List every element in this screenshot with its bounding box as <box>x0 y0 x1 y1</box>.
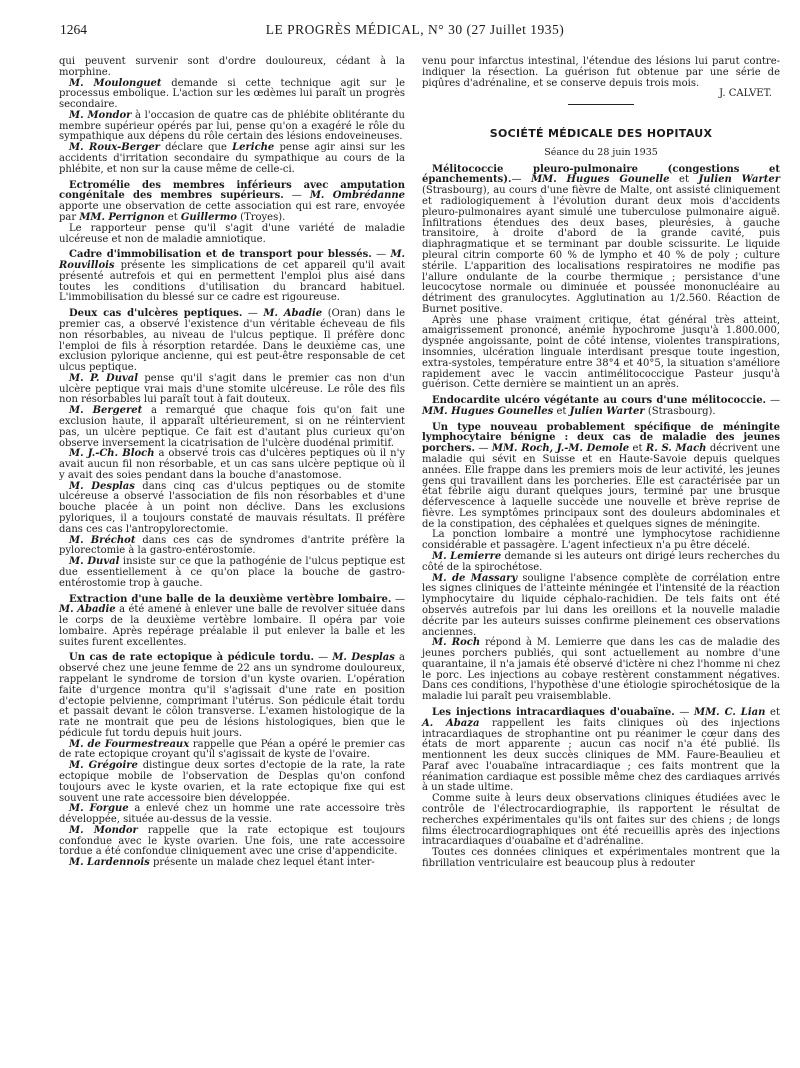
paragraph <box>59 224 405 246</box>
speaker-name: M. Desplas <box>69 480 135 492</box>
paragraph-text: présente un malade chez lequel étant inter- <box>149 857 375 869</box>
paragraph <box>422 57 780 89</box>
paragraph-text: demande si les auteurs ont dirigé leurs recherches du côté de la spirochétose. <box>422 551 780 573</box>
paragraph-text: a observé chez une jeune femme de 22 ans un syndrome douloureux, rappelant le syndrome de torsion d'un kyste ovarien. L'opération faite d'urgence montra qu'il s'agissait d'une rate en position d'ectopie pelvienne, comprimant l'utérus. Son pédicule était tordu et passait devant le côlon transverse. L'examen histologique de la rate ne montrait que peu de lésions histologiques, bien que le pédicule fut tordu depuis huit jours. <box>59 652 406 739</box>
article-paragraph <box>422 396 780 418</box>
paragraph <box>59 374 405 406</box>
title-separator: — <box>242 308 264 320</box>
paragraph <box>59 143 405 175</box>
speaker-name: M. J.-Ch. Bloch <box>69 448 155 460</box>
speaker-name: M. de Fourmestreaux <box>69 738 190 750</box>
paragraph <box>59 761 405 804</box>
article-title: Un type nouveau probablement spécifique de méningite lymphocytaire bénigne : deux cas de maladie des jeunes porchers. <box>422 421 780 455</box>
paragraph <box>422 530 780 552</box>
paragraph-text: (Troyes). <box>236 211 286 223</box>
speaker-name: R. S. Mach <box>645 443 707 455</box>
paragraph-text: distingue deux sortes d'ectopie de la rate, la rate ectopique mobile de l'observation de Desplas qu'on confond toujours avec le kyste ovarien, et la rate ectopique fixe qui est souvent une rate accessoire bien développée. <box>59 760 406 804</box>
speaker-name: MM. Hugues Gounelles <box>422 405 554 417</box>
paragraph-text: et <box>164 211 181 223</box>
paragraph <box>422 552 780 574</box>
speaker-name: M. Abadie <box>59 604 116 616</box>
paragraph-text: et <box>629 443 646 455</box>
paragraph-text: et <box>553 405 570 417</box>
paragraph <box>59 482 405 536</box>
paragraph <box>59 536 405 558</box>
speaker-name: M. Ombrédanne <box>309 190 405 202</box>
article-paragraph <box>59 309 405 374</box>
paragraph <box>59 57 405 79</box>
article-paragraph <box>59 595 405 649</box>
speaker-name: MM. Roch, J.-M. Demole <box>491 443 630 455</box>
paragraph-text: venu pour infarctus intestinal, l'étendue des lésions lui parut contre-indiquer la résection. La guérison fut obtenue par une série de piqûres d'adrénaline, et se conserve depuis trois mois. <box>422 56 780 89</box>
title-separator: — <box>511 174 532 186</box>
speaker-name: M. Roux-Berger <box>69 142 160 154</box>
speaker-name: M. Grégoire <box>69 760 138 772</box>
paragraph <box>59 804 405 826</box>
paragraph-text: Comme suite à leurs deux observations cliniques étudiées avec le contrôle de l'électrocardiographie, ils rapportent le résultat de recherches expérimentales qu'ils ont faites sur des chiens ; de longs films électrocardiographiques ont été recueillis après des injections intracardiaques d'ouabaïne et d'adrénaline. <box>422 793 780 848</box>
paragraph-text: dans cinq cas d'ulcus peptiques ou de stomite ulcéreuse a observé l'association de fils non résorbables et d'une bouche placée à un point non déclive. Dans les exclusions pyloriques, il a toujours constaté de mauvais résultats. Il préfère dans ces cas l'antropylorectomie. <box>59 480 405 535</box>
paragraph <box>422 316 780 391</box>
running-header <box>60 22 770 44</box>
article-paragraph <box>422 423 780 531</box>
speaker-name: M. Abadie <box>263 308 323 320</box>
section-divider <box>568 104 634 105</box>
paragraph-text: (Oran) dans le premier cas, a observé l'existence d'un véritable écheveau de fils non résorbables, au niveau de l'ulcus peptique. Il préfère donc l'emploi de fils à résorption retardée. Dans le deuxième cas, une exclusion pylorique ancienne, qui est peut-être responsable de cet ulcus peptique. <box>59 308 406 374</box>
speaker-name: M. Rouvillois <box>59 249 406 272</box>
paragraph-text: dans ces cas de syndromes d'antrite préfère la pylorectomie à la gastro-entérostomie. <box>59 534 405 557</box>
paragraph <box>422 638 780 703</box>
paragraph-text: répond à M. Lemierre que dans les cas de maladie des jeunes porchers publiés, qui sont actuellement au nombre d'une quarantaine, il n'a jamais été observé d'ictère ni chez l'homme ni chez le porc. Les injections au cobaye restèrent constamment négatives. Dans ces conditions, l'hypothèse d'une étiologie spirochétosique de la maladie lui paraît peu vraisemblable. <box>422 637 780 703</box>
paragraph-text: apporte une observation de cette association qui est rare, envoyée par <box>59 201 405 223</box>
article-title: Un cas de rate ectopique à pédicule tordu. <box>69 652 315 664</box>
article-title: Ectromélie des membres inférieurs avec amputation congénitale des membres supérieurs. <box>59 179 405 202</box>
speaker-name: M. Moulonguet <box>69 77 162 89</box>
paragraph-text: (Strasbourg). <box>644 405 716 417</box>
article-title: Les injections intracardiaques d'ouabaïne. <box>432 706 675 718</box>
paragraph-text: et <box>669 174 699 186</box>
article-title: Endocardite ulcéro végétante au cours d'une mélitococcie. <box>432 395 767 407</box>
paragraph-text: décrivent une maladie qui sévit en Suisse et en Haute-Savoie depuis quelques années. Elle frappe dans les premiers mois de leur activité, les jeunes gens qui travaillent dans les porcheries. Elle est caractérisée par un état fébrile aigu durant quelques jours, terminé par une brusque défervescence à laquelle succède une nouvelle et brève reprise de fièvre. Les symptômes principaux sont des douleurs abdominales et de la constipation, des céphalées et quelques signes de méningite. <box>422 443 781 530</box>
speaker-name: M. Lemierre <box>432 551 502 563</box>
article-paragraph <box>422 165 780 316</box>
page-number: 1264 <box>60 22 87 37</box>
speaker-name: Leriche <box>232 142 275 154</box>
paragraph-text: Le rapporteur pense qu'il s'agit d'une variété de maladie ulcéreuse et non de maladie amniotique. <box>59 222 405 245</box>
article-title: Extraction d'une balle de la deuxième vertèbre lombaire. <box>69 593 392 605</box>
paragraph-text: (Strasbourg), au cours d'une fièvre de Malte, ont assisté cliniquement et radiologiquement à l'évolution durant deux mois d'accidents pleuro-pulmonaires ayant simulé une tuberculose pulmonaire aiguë. Infiltrations étendues des deux bases, pleurésies, à gauche transitoire, à droite d'abord de la grande cavité, puis diaphragmatique et se terminant par double scissurite. Le liquide pleural citrin comporte 60 % de lympho et 40 % de poly ; culture stérile. L'apparition des localisations respiratoires ne modifie pas l'allure ondulante de la courbe thermique ; persistance d'une leucocytose normale ou diminuée et poussée mononucléaire au détriment des granulocytes. Agglutination au 1/2.560. Réaction de Burnet positive. <box>422 185 780 315</box>
paragraph-text: qui peuvent survenir sont d'ordre douloureux, cédant à la morphine. <box>59 56 405 78</box>
speaker-name: M. Forgue <box>69 803 129 815</box>
paragraph-text: La ponction lombaire a montré une lymphocytose rachidienne considérable et passagère. L'agent infectieux n'a pu être décelé. <box>422 529 780 552</box>
speaker-name: MM. C. Lian <box>694 706 766 718</box>
article-paragraph <box>59 653 405 739</box>
paragraph-text: demande si cette technique agit sur le processus embolique. L'action sur les œdèmes lui paraît un progrès secondaire. <box>59 77 405 111</box>
paragraph-text: rappelle que la rate ectopique est toujours confondue avec le kyste ovarien. Une fois, une rate accessoire tordue a été confondue cliniquement avec une crise d'appendicite. <box>59 824 405 858</box>
paragraph-text: a enlevé chez un homme une rate accessoire très développée, située au-dessus de la vessie. <box>59 803 405 826</box>
paragraph-text: rappelle que Péan a opéré le premier cas de rate ectopique croyant qu'il s'agissait de kyste de l'ovaire. <box>59 738 406 761</box>
paragraph-text: et <box>765 706 780 718</box>
paragraph <box>59 406 405 449</box>
right-column <box>422 57 780 870</box>
paragraph-text: rappellent les faits cliniques où des injections intracardiaques de strophantine ont pu réanimer le cœur dans des états de mort apparente ; aucun cas nocif n'a été publié. Ils mentionnent les deux succès cliniques de MM. Faure-Beaulieu et Paraf avec l'ouabaïne intracardiaque ; ces faits montrent que la réanimation cardiaque est possible même chez des cardiaques arrivés à un stade ultime. <box>422 717 780 794</box>
article-paragraph <box>422 708 780 794</box>
title-separator: — <box>766 395 780 407</box>
paragraph <box>59 111 405 143</box>
speaker-name: M. Mondor <box>69 109 132 121</box>
paragraph-text: a remarqué que chaque fois qu'on fait une exclusion haute, il apparaît ultérieurement, si on ne réintervient pas, un ulcère peptique. Ce fait est d'autant plus curieux qu'on observe inversement la cicatrisation de l'ulcère duodénal primitif. <box>59 405 405 449</box>
title-separator: — <box>314 652 333 664</box>
paragraph-text: présente les simplications de cet appareil qu'il avait présenté autrefois et qui en permettent l'emploi plus aisé dans toutes les conditions d'utilisation du brancard habituel. L'immobilisation du blessé sur ce cadre est rigoureuse. <box>59 260 405 304</box>
paragraph-text: insiste sur ce que la pathogénie de l'ulcus peptique est due essentiellement à ce qu'on place la bouche de gastro-entérostomie trop à gauche. <box>59 556 405 589</box>
speaker-name: M. Mondor <box>69 824 138 836</box>
paragraph-text: Après une phase vraiment critique, état général très atteint, amaigrissement prononcé, anémie hypochrome jusqu'à 1.800.000, dyspnée angoissante, point de côté intense, violentes transpirations, insomnies, ulcération linguale interdisant presque toute ingestion, extra-systoles, température entre 38°4 et 40°5, la situation s'améliore rapidement avec le vaccin antimélitococcique Pasteur jusqu'à guérison. Cette dernière se maintient un an après. <box>422 314 780 391</box>
running-title: LE PROGRÈS MÉDICAL, N° 30 (27 Juillet 1935) <box>265 22 565 37</box>
article-title: Mélitococcie pleuro-pulmonaire (congestions et épanchements). <box>422 163 780 186</box>
section-heading: SOCIÉTÉ MÉDICALE DES HOPITAUX <box>489 127 713 141</box>
paragraph <box>59 740 405 762</box>
speaker-name: M. Roch <box>432 637 481 649</box>
title-separator: — <box>283 190 310 202</box>
article-paragraph <box>59 181 405 224</box>
right-column-body <box>422 165 780 870</box>
speaker-name: M. Lardennois <box>69 857 150 869</box>
paragraph-text: a été amené à enlever une balle de revolver située dans le corps de la deuxième vertèbre lombaire. Il opéra par voie lombaire. Après repérage préalable il put enlever la balle et les suites furent excellentes. <box>59 604 405 648</box>
paragraph <box>59 79 405 111</box>
speaker-name: M. Duval <box>69 556 120 568</box>
paragraph <box>422 848 780 870</box>
left-column <box>59 57 405 869</box>
article-paragraph <box>59 250 405 304</box>
speaker-name: Julien Warter <box>698 174 780 186</box>
session-date: Séance du 28 juin 1935 <box>544 146 658 158</box>
speaker-name: MM. Hugues Gounelle <box>531 174 670 186</box>
article-title: Cadre d'immobilisation et de transport pour blessés. <box>69 249 372 261</box>
title-separator: — <box>674 706 694 718</box>
paragraph <box>422 794 780 848</box>
paragraph <box>59 826 405 858</box>
speaker-name: A. Abaza <box>422 717 480 729</box>
paragraph-text: Toutes ces données cliniques et expérimentales montrent que la fibrillation ventriculaire est beaucoup plus à redouter <box>422 847 780 869</box>
title-separator: — <box>371 249 391 261</box>
paragraph-text: pense agir ainsi sur les accidents d'irritation secondaire du sympathique au cours de la phlébite, et non sur la cause même de celle-ci. <box>59 142 405 175</box>
paragraph <box>59 858 405 869</box>
title-separator: — <box>391 593 405 605</box>
speaker-name: M. de Massary <box>432 572 518 584</box>
speaker-name: M. Bréchot <box>69 534 136 546</box>
speaker-name: Guillermo <box>180 211 237 223</box>
article-title: Deux cas d'ulcères peptiques. <box>69 308 243 320</box>
paragraph-text: souligne l'absence complète de corrélation entre les signes cliniques de l'atteinte méningée et l'intensité de la réaction lymphocytaire du liquide céphalo-rachidien. De tels faits ont été observés autrefois par lui dans les oreillons et la nouvelle maladie décrite par les auteurs suisses confirme pleinement ces observations anciennes. <box>422 572 780 638</box>
paragraph <box>59 449 405 481</box>
paragraph-text: pense qu'il s'agit dans le premier cas non d'un ulcère peptique vrai mais d'une stomite ulcéreuse. Le rôle des fils non résorbables lui paraît tout à fait douteux. <box>59 372 405 406</box>
speaker-name: Julien Warter <box>569 405 645 417</box>
right-column-continuation <box>422 57 780 89</box>
speaker-name: M. P. Duval <box>69 372 139 384</box>
paragraph-text: déclare que <box>159 142 233 154</box>
paragraph <box>422 574 780 639</box>
speaker-name: M. Bergeret <box>69 405 143 417</box>
title-separator: — <box>475 443 492 455</box>
paragraph-text: a observé trois cas d'ulcères peptiques où il n'y avait aucun fil non résorbable, et un cas sans ulcère peptique où il y avait des soies pendant dans la bouche d'anastomose. <box>59 448 405 481</box>
speaker-name: MM. Perrignon <box>79 211 165 223</box>
paragraph <box>59 557 405 589</box>
author-signature: J. CALVET. <box>719 88 772 100</box>
paragraph-text: à l'occasion de quatre cas de phlébite oblitérante du membre supérieur opérés par lui, pense qu'on a exagéré le rôle du sympathique aux dépens du rôle certain des lésions endoveineuses. <box>59 109 405 143</box>
speaker-name: M. Desplas <box>332 652 395 664</box>
